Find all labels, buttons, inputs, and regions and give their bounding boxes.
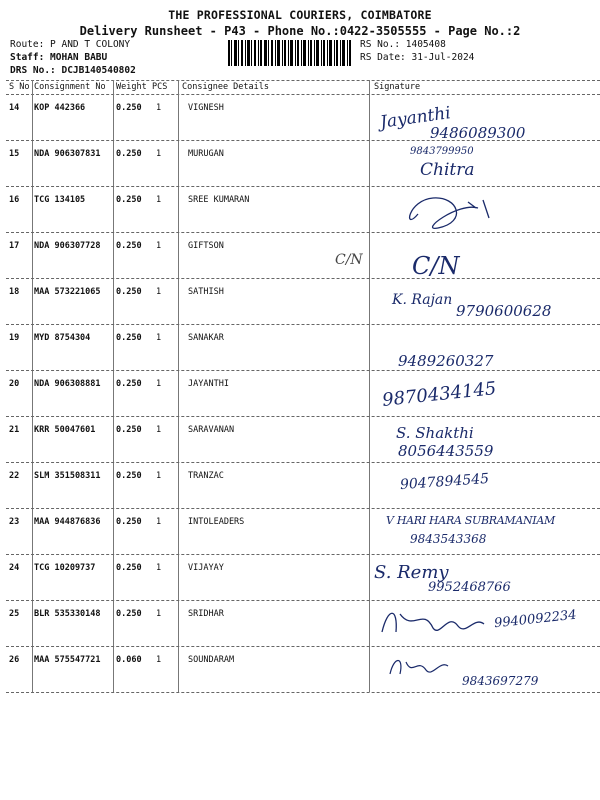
row-pcs: 1 xyxy=(156,103,162,113)
row-consignment: MAA 575547721 xyxy=(34,655,101,665)
row-pcs: 1 xyxy=(156,517,162,527)
table-row xyxy=(6,372,600,416)
signature-phone: 9940092234 xyxy=(493,607,578,632)
row-consignment: TCG 10209737 xyxy=(34,563,96,573)
row-consignee: VIJAYAY xyxy=(188,563,224,573)
cn-mark: C/N xyxy=(335,252,363,268)
route-info xyxy=(10,38,136,77)
row-sno: 14 xyxy=(9,103,20,113)
row-consignee: SARAVANAN xyxy=(188,425,235,435)
signature-phone: 9843799950 xyxy=(410,146,474,157)
row-consignee: SOUNDARAM xyxy=(188,655,235,665)
signature-phone: 9489260327 xyxy=(398,352,494,370)
row-weight: 0.250 xyxy=(116,471,142,481)
signature-scribble xyxy=(378,602,488,642)
row-rule xyxy=(6,462,600,463)
row-consignment: NDA 906308881 xyxy=(34,379,101,389)
row-pcs: 1 xyxy=(156,241,162,251)
row-weight: 0.250 xyxy=(116,609,142,619)
row-rule xyxy=(6,554,600,555)
signature: S. Shakthi xyxy=(396,424,474,442)
rs-info xyxy=(360,38,474,64)
row-consignee: SRIDHAR xyxy=(188,609,224,619)
row-sno: 16 xyxy=(9,195,20,205)
row-pcs: 1 xyxy=(156,333,162,343)
signature: K. Rajan xyxy=(392,292,453,308)
row-sno: 17 xyxy=(9,241,20,251)
table-row xyxy=(6,556,600,600)
row-consignment: KRR 50047601 xyxy=(34,425,96,435)
signature: Jayanthi xyxy=(378,103,452,133)
col-consignee: Consignee Details xyxy=(182,82,269,92)
row-pcs: 1 xyxy=(156,379,162,389)
row-sno: 24 xyxy=(9,563,20,573)
row-consignment: KOP 442366 xyxy=(34,103,86,113)
row-pcs: 1 xyxy=(156,563,162,573)
row-consignee: TRANZAC xyxy=(188,471,224,481)
row-consignment: NDA 906307728 xyxy=(34,241,101,251)
row-weight: 0.250 xyxy=(116,379,142,389)
row-sno: 20 xyxy=(9,379,20,389)
table-row xyxy=(6,418,600,462)
row-consignee: GIFTSON xyxy=(188,241,224,251)
col-signature: Signature xyxy=(374,82,421,92)
barcode-image xyxy=(228,40,352,66)
runsheet-title: Delivery Runsheet - P43 - Phone No.:0422-3505555 - Page No.:2 xyxy=(79,24,521,38)
table-row xyxy=(6,234,600,278)
route-label: Route: P AND T COLONY xyxy=(10,39,131,50)
row-sno: 19 xyxy=(9,333,20,343)
rs-number: RS No.: 1405408 xyxy=(360,39,446,50)
row-sno: 26 xyxy=(9,655,20,665)
table-bottom-rule xyxy=(6,692,600,693)
signature-phone: 9952468766 xyxy=(428,580,511,595)
row-consignee: INTOLEADERS xyxy=(188,517,245,527)
signature-phone: 9790600628 xyxy=(456,302,552,320)
row-sno: 23 xyxy=(9,517,20,527)
row-consignment: MYD 8754304 xyxy=(34,333,91,343)
row-weight: 0.250 xyxy=(116,241,142,251)
row-weight: 0.250 xyxy=(116,425,142,435)
row-consignment: NDA 906307831 xyxy=(34,149,101,159)
row-rule xyxy=(6,600,600,601)
table-row xyxy=(6,464,600,508)
row-consignment: TCG 134105 xyxy=(34,195,86,205)
company-title: THE PROFESSIONAL COURIERS, COIMBATORE xyxy=(168,8,432,22)
row-consignee: SREE KUMARAN xyxy=(188,195,250,205)
row-weight: 0.060 xyxy=(116,655,142,665)
table-header xyxy=(6,80,600,94)
col-sno: S No xyxy=(9,82,30,92)
row-consignment: SLM 351508311 xyxy=(34,471,101,481)
row-consignment: MAA 944876836 xyxy=(34,517,101,527)
signature-cn: C/N xyxy=(412,252,460,280)
row-weight: 0.250 xyxy=(116,103,142,113)
signature-scribble xyxy=(386,652,456,682)
staff-label: Staff: MOHAN BABU xyxy=(10,52,108,63)
row-sno: 22 xyxy=(9,471,20,481)
header-bottom-rule xyxy=(6,94,600,95)
row-pcs: 1 xyxy=(156,425,162,435)
row-rule xyxy=(6,278,600,279)
row-consignee: MURUGAN xyxy=(188,149,224,159)
row-consignee: JAYANTHI xyxy=(188,379,229,389)
col-consignment: Consignment No xyxy=(34,82,106,92)
row-weight: 0.250 xyxy=(116,563,142,573)
row-sno: 25 xyxy=(9,609,20,619)
row-pcs: 1 xyxy=(156,149,162,159)
col-weight: Weight xyxy=(116,82,147,92)
signature-phone: 8056443559 xyxy=(398,442,494,460)
row-rule xyxy=(6,416,600,417)
signature-phone: 9870434145 xyxy=(381,378,498,411)
row-rule xyxy=(6,324,600,325)
rs-date: RS Date: 31-Jul-2024 xyxy=(360,52,475,63)
signature-scribble xyxy=(398,192,508,236)
signature-phone: 9047894545 xyxy=(399,470,490,494)
drs-number: DRS No.: DCJB140540802 xyxy=(10,65,136,76)
row-rule xyxy=(6,646,600,647)
table-row xyxy=(6,142,600,186)
row-pcs: 1 xyxy=(156,471,162,481)
row-consignee: SANAKAR xyxy=(188,333,224,343)
row-weight: 0.250 xyxy=(116,195,142,205)
row-sno: 15 xyxy=(9,149,20,159)
row-rule xyxy=(6,508,600,509)
row-consignment: MAA 573221065 xyxy=(34,287,101,297)
signature: V HARI HARA SUBRAMANIAM xyxy=(386,514,555,527)
row-weight: 0.250 xyxy=(116,333,142,343)
signature: S. Remy xyxy=(374,562,449,583)
row-consignee: SATHISH xyxy=(188,287,224,297)
row-weight: 0.250 xyxy=(116,287,142,297)
row-weight: 0.250 xyxy=(116,149,142,159)
table-row xyxy=(6,326,600,370)
col-pcs: PCS xyxy=(152,82,168,92)
signature-phone: 9843543368 xyxy=(410,532,487,546)
signature-phone: 9486089300 xyxy=(430,124,526,142)
row-pcs: 1 xyxy=(156,287,162,297)
row-rule xyxy=(6,186,600,187)
row-weight: 0.250 xyxy=(116,517,142,527)
row-pcs: 1 xyxy=(156,609,162,619)
row-rule xyxy=(6,232,600,233)
row-sno: 18 xyxy=(9,287,20,297)
row-consignment: BLR 535330148 xyxy=(34,609,101,619)
signature-phone: 9843697279 xyxy=(462,674,539,688)
row-sno: 21 xyxy=(9,425,20,435)
signature: Chitra xyxy=(420,160,475,180)
table-row xyxy=(6,188,600,232)
row-pcs: 1 xyxy=(156,195,162,205)
row-rule xyxy=(6,370,600,371)
row-pcs: 1 xyxy=(156,655,162,665)
row-consignee: VIGNESH xyxy=(188,103,224,113)
